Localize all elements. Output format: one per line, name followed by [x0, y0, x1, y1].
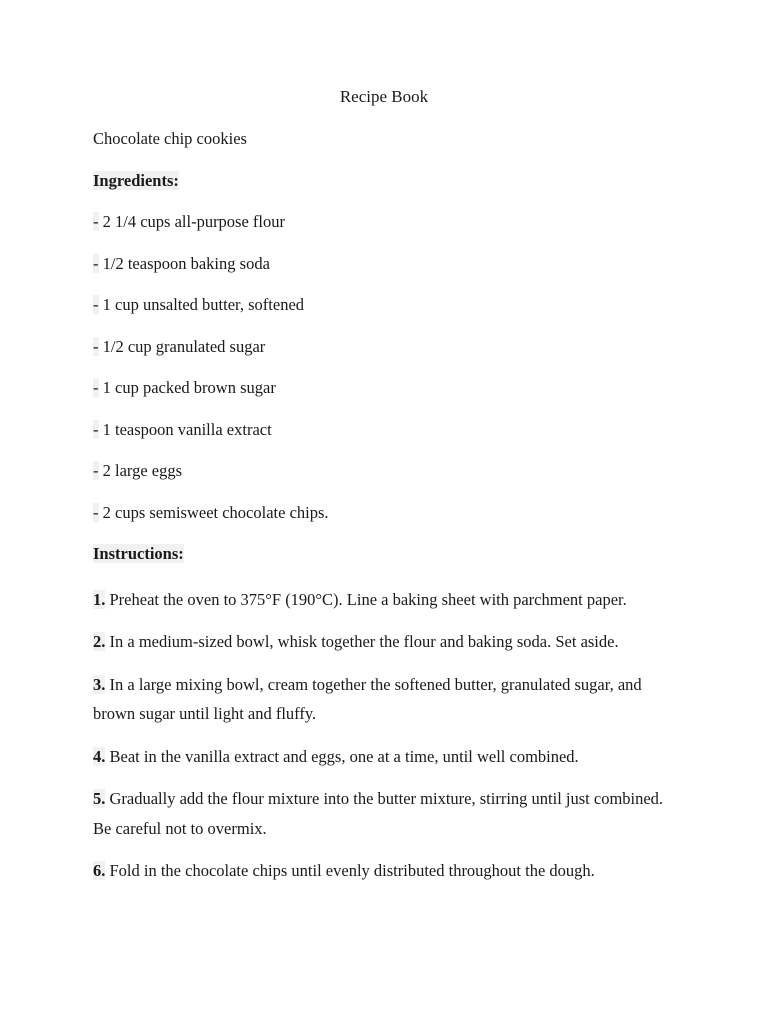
instruction-step: [93, 742, 683, 772]
ingredient-dash: -: [93, 336, 99, 356]
ingredient-dash: -: [93, 212, 99, 231]
ingredient-dash: -: [93, 378, 99, 397]
instruction-step: [93, 784, 683, 843]
step-text: Preheat the oven to 375°F (190°C). Line a baking sheet with parchment paper.: [105, 589, 627, 609]
ingredient-dash: -: [93, 419, 99, 439]
ingredients-heading-text: Ingredients:: [93, 170, 179, 190]
document-title: Recipe Book: [339, 87, 429, 106]
ingredient-text: 1 teaspoon vanilla extract: [98, 419, 272, 439]
step-text: Gradually add the flour mixture into the butter mixture, stirring until just combined. Be careful not to overmix.: [93, 789, 664, 838]
ingredient-text: 1 cup packed brown sugar: [98, 378, 276, 397]
step-text: Fold in the chocolate chips until evenly distributed throughout the dough.: [105, 861, 595, 880]
ingredient-text: 1/2 teaspoon baking soda: [98, 253, 270, 273]
ingredient-dash: -: [93, 502, 99, 522]
ingredient-item: [93, 377, 683, 399]
ingredient-text: 2 cups semisweet chocolate chips.: [98, 502, 329, 522]
ingredient-text: 1 cup unsalted butter, softened: [98, 295, 305, 314]
recipe-name: [93, 128, 683, 150]
ingredient-item: [93, 502, 683, 524]
ingredients-list: [93, 211, 683, 524]
step-number: 5.: [93, 789, 106, 808]
step-number: 3.: [93, 674, 106, 694]
step-text: Beat in the vanilla extract and eggs, one at a time, until well combined.: [105, 746, 579, 766]
instructions-list: [93, 585, 683, 886]
instruction-step: [93, 670, 683, 729]
ingredient-dash: -: [93, 461, 99, 480]
ingredients-heading: [93, 170, 683, 192]
step-number: 6.: [93, 861, 106, 880]
ingredient-dash: -: [93, 295, 99, 314]
ingredient-item: [93, 211, 683, 233]
instructions-heading-text: Instructions:: [93, 544, 184, 563]
step-number: 4.: [93, 746, 106, 766]
step-text: In a medium-sized bowl, whisk together the flour and baking soda. Set aside.: [105, 632, 619, 651]
instruction-step: [93, 856, 683, 886]
instruction-step: [93, 585, 683, 615]
ingredient-item: [93, 294, 683, 316]
ingredient-item: [93, 460, 683, 482]
ingredient-text: 2 large eggs: [98, 461, 183, 480]
step-text: In a large mixing bowl, cream together the softened butter, granulated sugar, and brown sugar until light and fluffy.: [93, 674, 642, 723]
ingredient-item: [93, 253, 683, 275]
step-number: 2.: [93, 632, 106, 651]
recipe-name-text: Chocolate chip cookies: [93, 129, 247, 148]
step-number: 1.: [93, 589, 106, 609]
ingredient-dash: -: [93, 253, 99, 273]
ingredient-text: 1/2 cup granulated sugar: [98, 336, 266, 356]
instructions-heading: [93, 543, 683, 565]
ingredient-item: [93, 336, 683, 358]
instruction-step: [93, 627, 683, 657]
ingredient-text: 2 1/4 cups all-purpose flour: [98, 212, 286, 231]
document-body: [93, 128, 683, 899]
ingredient-item: [93, 419, 683, 441]
